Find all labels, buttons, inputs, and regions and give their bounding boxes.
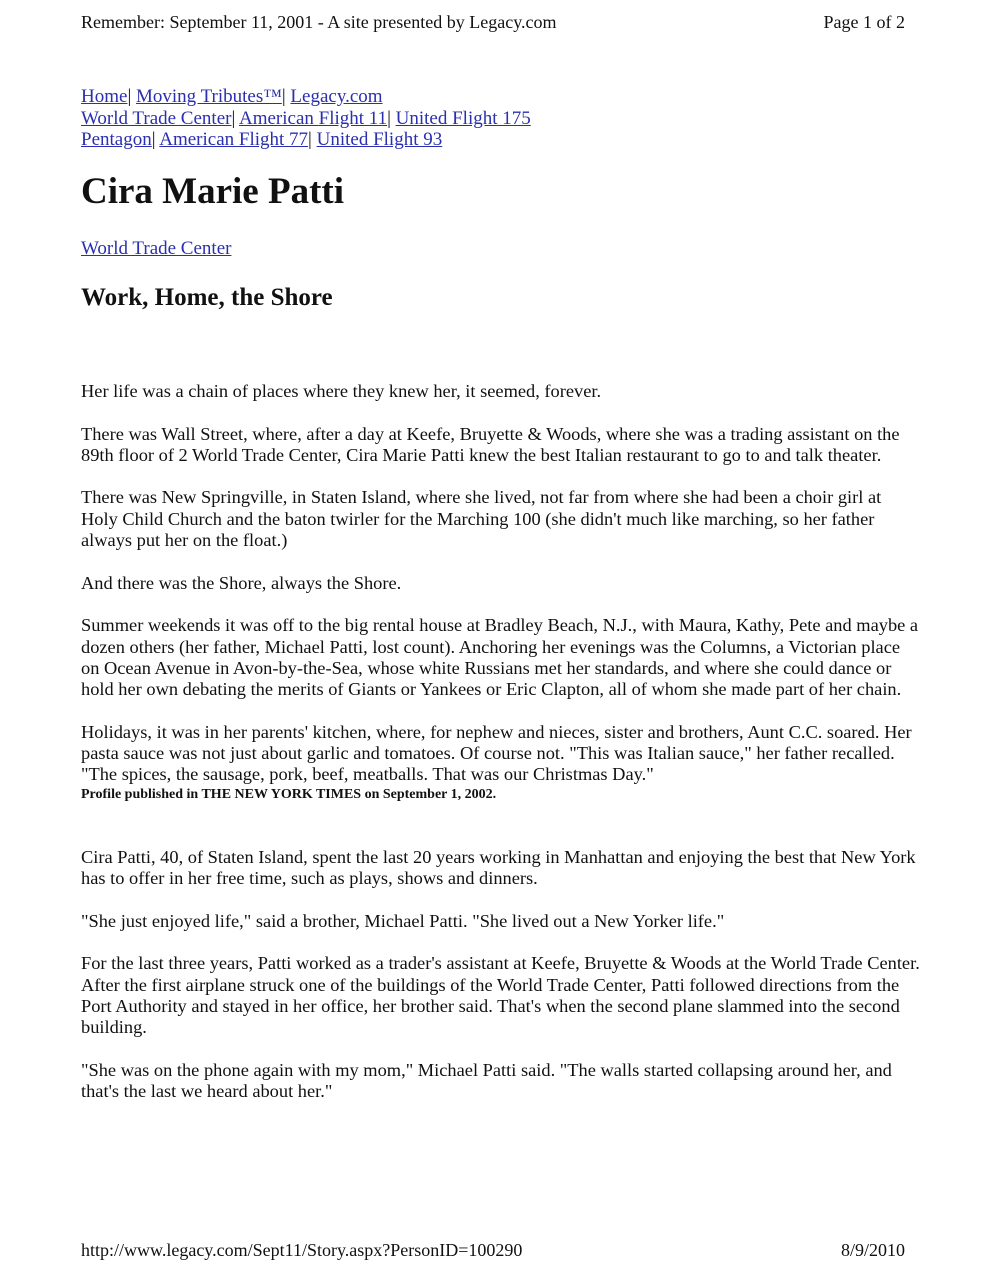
nav-separator: | — [281, 86, 286, 107]
print-footer-url: http://www.legacy.com/Sept11/Story.aspx?PersonID=100290 — [81, 1240, 523, 1260]
nav-link-pentagon[interactable]: Pentagon — [81, 129, 152, 150]
print-header-title: Remember: September 11, 2001 - A site presented by Legacy.com — [81, 12, 557, 32]
nav-link-moving-tributes[interactable]: Moving Tributes™ — [136, 86, 282, 107]
publication-credit: Profile published in THE NEW YORK TIMES on September 1, 2002. — [81, 786, 497, 802]
nav-separator: | — [151, 129, 156, 150]
nav-separator: | — [308, 129, 312, 150]
person-name-title: Cira Marie Patti — [81, 171, 344, 212]
profile-headline: Work, Home, the Shore — [81, 284, 333, 311]
nav-link-world-trade-center[interactable]: World Trade Center — [81, 107, 232, 129]
nav-separator: | — [387, 107, 391, 129]
nav-link-united-flight-93[interactable]: United Flight 93 — [316, 129, 443, 150]
body-paragraph: Summer weekends it was off to the big rental house at Bradley Beach, N.J., with Maura, Kathy, Pete and maybe a dozen others (her father, Michael Patti, lost count). Anchoring her evenings was the Columns, a Victorian place on Ocean Avenue in Avon-by-the-Sea, whose white Russians met her standards, and where she could dance or hold her own debating the merits of Giants or Yankees or Eric Clapton, all of whom she made part of her chain. — [81, 615, 919, 700]
nav-link-legacy[interactable]: Legacy.com — [290, 86, 383, 107]
nav-separator: | — [231, 107, 236, 129]
body-paragraph: "She just enjoyed life," said a brother, Michael Patti. "She lived out a New Yorker life." — [81, 910, 725, 931]
category-link[interactable]: World Trade Center — [81, 238, 232, 259]
body-paragraph: And there was the Shore, always the Shore. — [81, 572, 402, 593]
body-paragraph: For the last three years, Patti worked as a trader's assistant at Keefe, Bruyette & Woods at the World Trade Center. After the first airplane struck one of the buildings of the World Trade Center, Patti followed directions from the Port Authority and stayed in her office, her brother said. That's when the second plane slammed into the second building. — [81, 953, 920, 1038]
site-navigation — [81, 86, 531, 151]
nav-link-american-flight-11[interactable]: American Flight 11 — [238, 107, 388, 129]
body-paragraph: There was Wall Street, where, after a day at Keefe, Bruyette & Woods, where she was a trading assistant on the 89th floor of 2 World Trade Center, Cira Marie Patti knew the best Italian restaurant to go to and talk theater. — [81, 423, 900, 465]
body-paragraph: There was New Springville, in Staten Island, where she lived, not far from where she had been a choir girl at Holy Child Church and the baton twirler for the Marching 100 (she didn't much like marching, so her father always put her on the float.) — [81, 487, 882, 551]
nav-row-1 — [81, 86, 531, 108]
nav-separator: | — [127, 86, 132, 107]
body-paragraph: Holidays, it was in her parents' kitchen, where, for nephew and nieces, sister and brothers, Aunt C.C. soared. Her pasta sauce was not just about garlic and tomatoes. Of course not. "This was Italian sauce," her father recalled. "The spices, the sausage, pork, beef, meatballs. That was our Christmas Day." — [81, 721, 912, 785]
print-page-number: Page 1 of 2 — [823, 12, 905, 32]
print-footer-date: 8/9/2010 — [840, 1240, 905, 1260]
body-paragraph: Her life was a chain of places where they knew her, it seemed, forever. — [81, 381, 602, 401]
nav-link-american-flight-77[interactable]: American Flight 77 — [159, 129, 309, 150]
profile-body — [81, 381, 921, 1124]
nav-row-2 — [81, 108, 531, 130]
body-paragraph: Cira Patti, 40, of Staten Island, spent the last 20 years working in Manhattan and enjoying the best that New York has to offer in her free time, such as plays, shows and dinners. — [81, 846, 916, 889]
nav-link-united-flight-175[interactable]: United Flight 175 — [395, 107, 531, 129]
nav-link-home[interactable]: Home — [81, 86, 128, 107]
nav-row-3 — [81, 129, 531, 151]
body-paragraph: "She was on the phone again with my mom," Michael Patti said. "The walls started collapsing around her, and that's the last we heard about her." — [81, 1059, 892, 1102]
